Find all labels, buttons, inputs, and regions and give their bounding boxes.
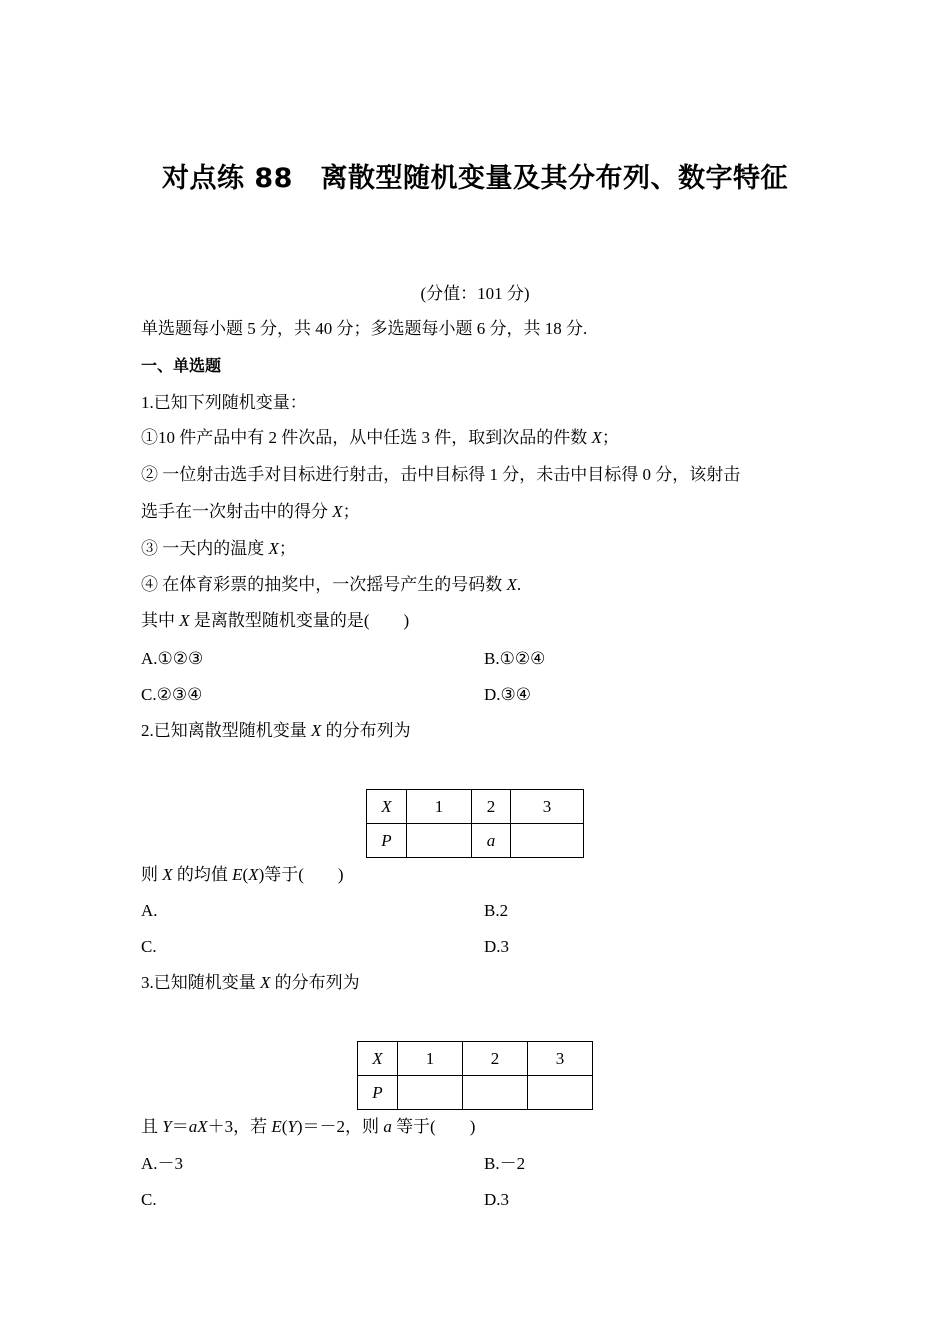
q3-option-c: C. xyxy=(141,1190,157,1209)
table-cell: 3 xyxy=(528,1042,593,1076)
table-cell: 1 xyxy=(407,790,472,824)
q1-option-a: A.①②③ xyxy=(141,649,204,668)
q1-option-c: C.②③④ xyxy=(141,685,203,704)
table-cell xyxy=(398,1076,463,1110)
instructions: 单选题每小题 5 分，共 40 分；多选题每小题 6 分，共 18 分. xyxy=(141,319,588,338)
table-cell: P xyxy=(358,1076,398,1110)
q2-option-a: A. xyxy=(141,901,158,920)
q1-item-2-line-2: 选手在一次射击中的得分 X； xyxy=(141,502,360,521)
table-row xyxy=(367,824,584,858)
q3-option-b: B.－2 xyxy=(484,1154,526,1173)
q3-question: 且 Y＝aX＋3，若 E(Y)＝－2，则 a 等于( ) xyxy=(141,1117,476,1136)
q1-stem: 1.已知下列随机变量： xyxy=(141,393,307,412)
table-cell xyxy=(407,824,472,858)
table-cell: a xyxy=(472,824,511,858)
table-cell: 2 xyxy=(463,1042,528,1076)
q2-option-b: B.2 xyxy=(484,901,509,920)
q2-distribution-table xyxy=(366,789,584,858)
q3-distribution-table xyxy=(357,1041,593,1110)
table-cell xyxy=(463,1076,528,1110)
table-row xyxy=(358,1076,593,1110)
table-row xyxy=(358,1042,593,1076)
section-heading-single-choice: 一、单选题 xyxy=(141,356,222,375)
q1-item-1: ①10 件产品中有 2 件次品，从中任选 3 件，取到次品的件数 X； xyxy=(141,428,619,447)
table-cell: X xyxy=(358,1042,398,1076)
q2-option-c: C. xyxy=(141,937,157,956)
q1-item-2-line-1: ② 一位射击选手对目标进行射击，击中目标得 1 分，未击中目标得 0 分，该射击 xyxy=(141,465,741,484)
score-note: (分值：101 分) xyxy=(420,284,530,303)
q2-stem: 2.已知离散型随机变量 X 的分布列为 xyxy=(141,721,411,740)
table-cell: 3 xyxy=(511,790,584,824)
q3-option-a: A.－3 xyxy=(141,1154,184,1173)
q3-option-d: D.3 xyxy=(484,1190,510,1209)
table-cell: 1 xyxy=(398,1042,463,1076)
q1-question: 其中 X 是离散型随机变量的是( ) xyxy=(141,611,410,630)
q1-option-d: D.③④ xyxy=(484,685,532,704)
table-cell xyxy=(528,1076,593,1110)
table-cell: 2 xyxy=(472,790,511,824)
table-cell xyxy=(511,824,584,858)
q1-item-4: ④ 在体育彩票的抽奖中，一次摇号产生的号码数 X. xyxy=(141,575,522,594)
q1-item-3: ③ 一天内的温度 X； xyxy=(141,539,296,558)
q2-option-d: D.3 xyxy=(484,937,510,956)
table-cell: P xyxy=(367,824,407,858)
table-row xyxy=(367,790,584,824)
table-cell: X xyxy=(367,790,407,824)
q2-question: 则 X 的均值 E(X)等于( ) xyxy=(141,865,344,884)
q3-stem: 3.已知随机变量 X 的分布列为 xyxy=(141,973,360,992)
q1-option-b: B.①②④ xyxy=(484,649,546,668)
page-title: 对点练 88 离散型随机变量及其分布列、数字特征 xyxy=(162,163,788,194)
